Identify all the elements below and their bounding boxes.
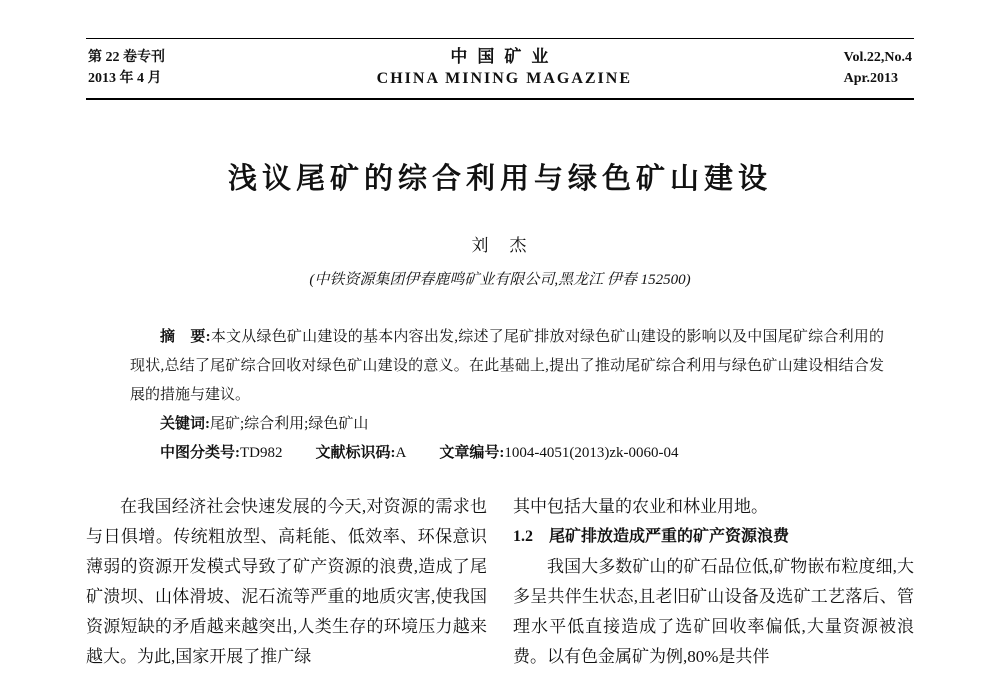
abstract-block [130,323,884,468]
clc-value: TD982 [240,445,283,461]
keywords-line [130,410,884,439]
journal-header [86,38,914,100]
journal-name-cn: 中国矿业 [450,47,559,66]
volume-en: Vol.22,No.4 [843,50,912,65]
abstract-label: 摘 要: [160,329,211,345]
article-id-label: 文章编号: [439,445,505,461]
date-en: Apr.2013 [843,71,898,86]
right-intro-line: 其中包括大量的农业和林业用地。 [513,497,768,516]
section-heading-1-2: 1.2 尾矿排放造成严重的矿产资源浪费 [513,528,790,545]
doc-code-label: 文献标识码: [315,445,396,461]
body-columns [86,492,914,672]
keywords-label: 关键词: [160,416,210,432]
author: 刘 杰 [471,236,529,255]
affiliation: (中铁资源集团伊春鹿鸣矿业有限公司,黑龙江 伊春 152500) [309,272,691,288]
clc-label: 中图分类号: [160,445,240,461]
page-title: 浅议尾矿的综合利用与绿色矿山建设 [227,163,772,195]
right-paragraph: 我国大多数矿山的矿石品位低,矿物嵌布粒度细,大多呈共伴生状态,且老旧矿山设备及选矿工艺落后、管理水平低直接造成了选矿回收率偏低,大量资源被浪费。以有色金属矿为例,80%是共伴 [513,557,914,666]
header-volume-en [844,47,912,89]
abstract-text: 本文从绿色矿山建设的基本内容出发,综述了尾矿排放对绿色矿山建设的影响以及中国尾矿综合利用的现状,总结了尾矿综合回收对绿色矿山建设的意义。在此基础上,提出了推动尾矿综合利用与绿色矿山建设相结合发展的措施与建议。 [130,329,884,403]
abstract-paragraph [130,323,884,410]
header-volume-cn [88,47,165,89]
keywords-value: 尾矿;综合利用;绿色矿山 [210,416,369,432]
volume-cn: 第 22 卷专刊 [88,50,165,65]
date-cn: 2013 年 4 月 [88,71,162,86]
article-id-value: 1004-4051(2013)zk-0060-04 [504,445,679,461]
body-left-column [86,492,487,672]
left-paragraph: 在我国经济社会快速发展的今天,对资源的需求也与日俱增。传统粗放型、高耗能、低效率、环保意识薄弱的资源开发模式导致了矿产资源的浪费,造成了尾矿溃坝、山体滑坡、泥石流等严重的地质灾害,使我国资源短缺的矛盾越来越突出,人类生存的环境压力越来越大。为此,国家开展了推广绿 [86,497,487,666]
classification-line [130,439,884,468]
journal-name-en: CHINA MINING MAGAZINE [376,70,632,87]
body-right-column [513,492,914,672]
header-journal-name [377,46,632,90]
doc-code-value: A [395,445,407,461]
